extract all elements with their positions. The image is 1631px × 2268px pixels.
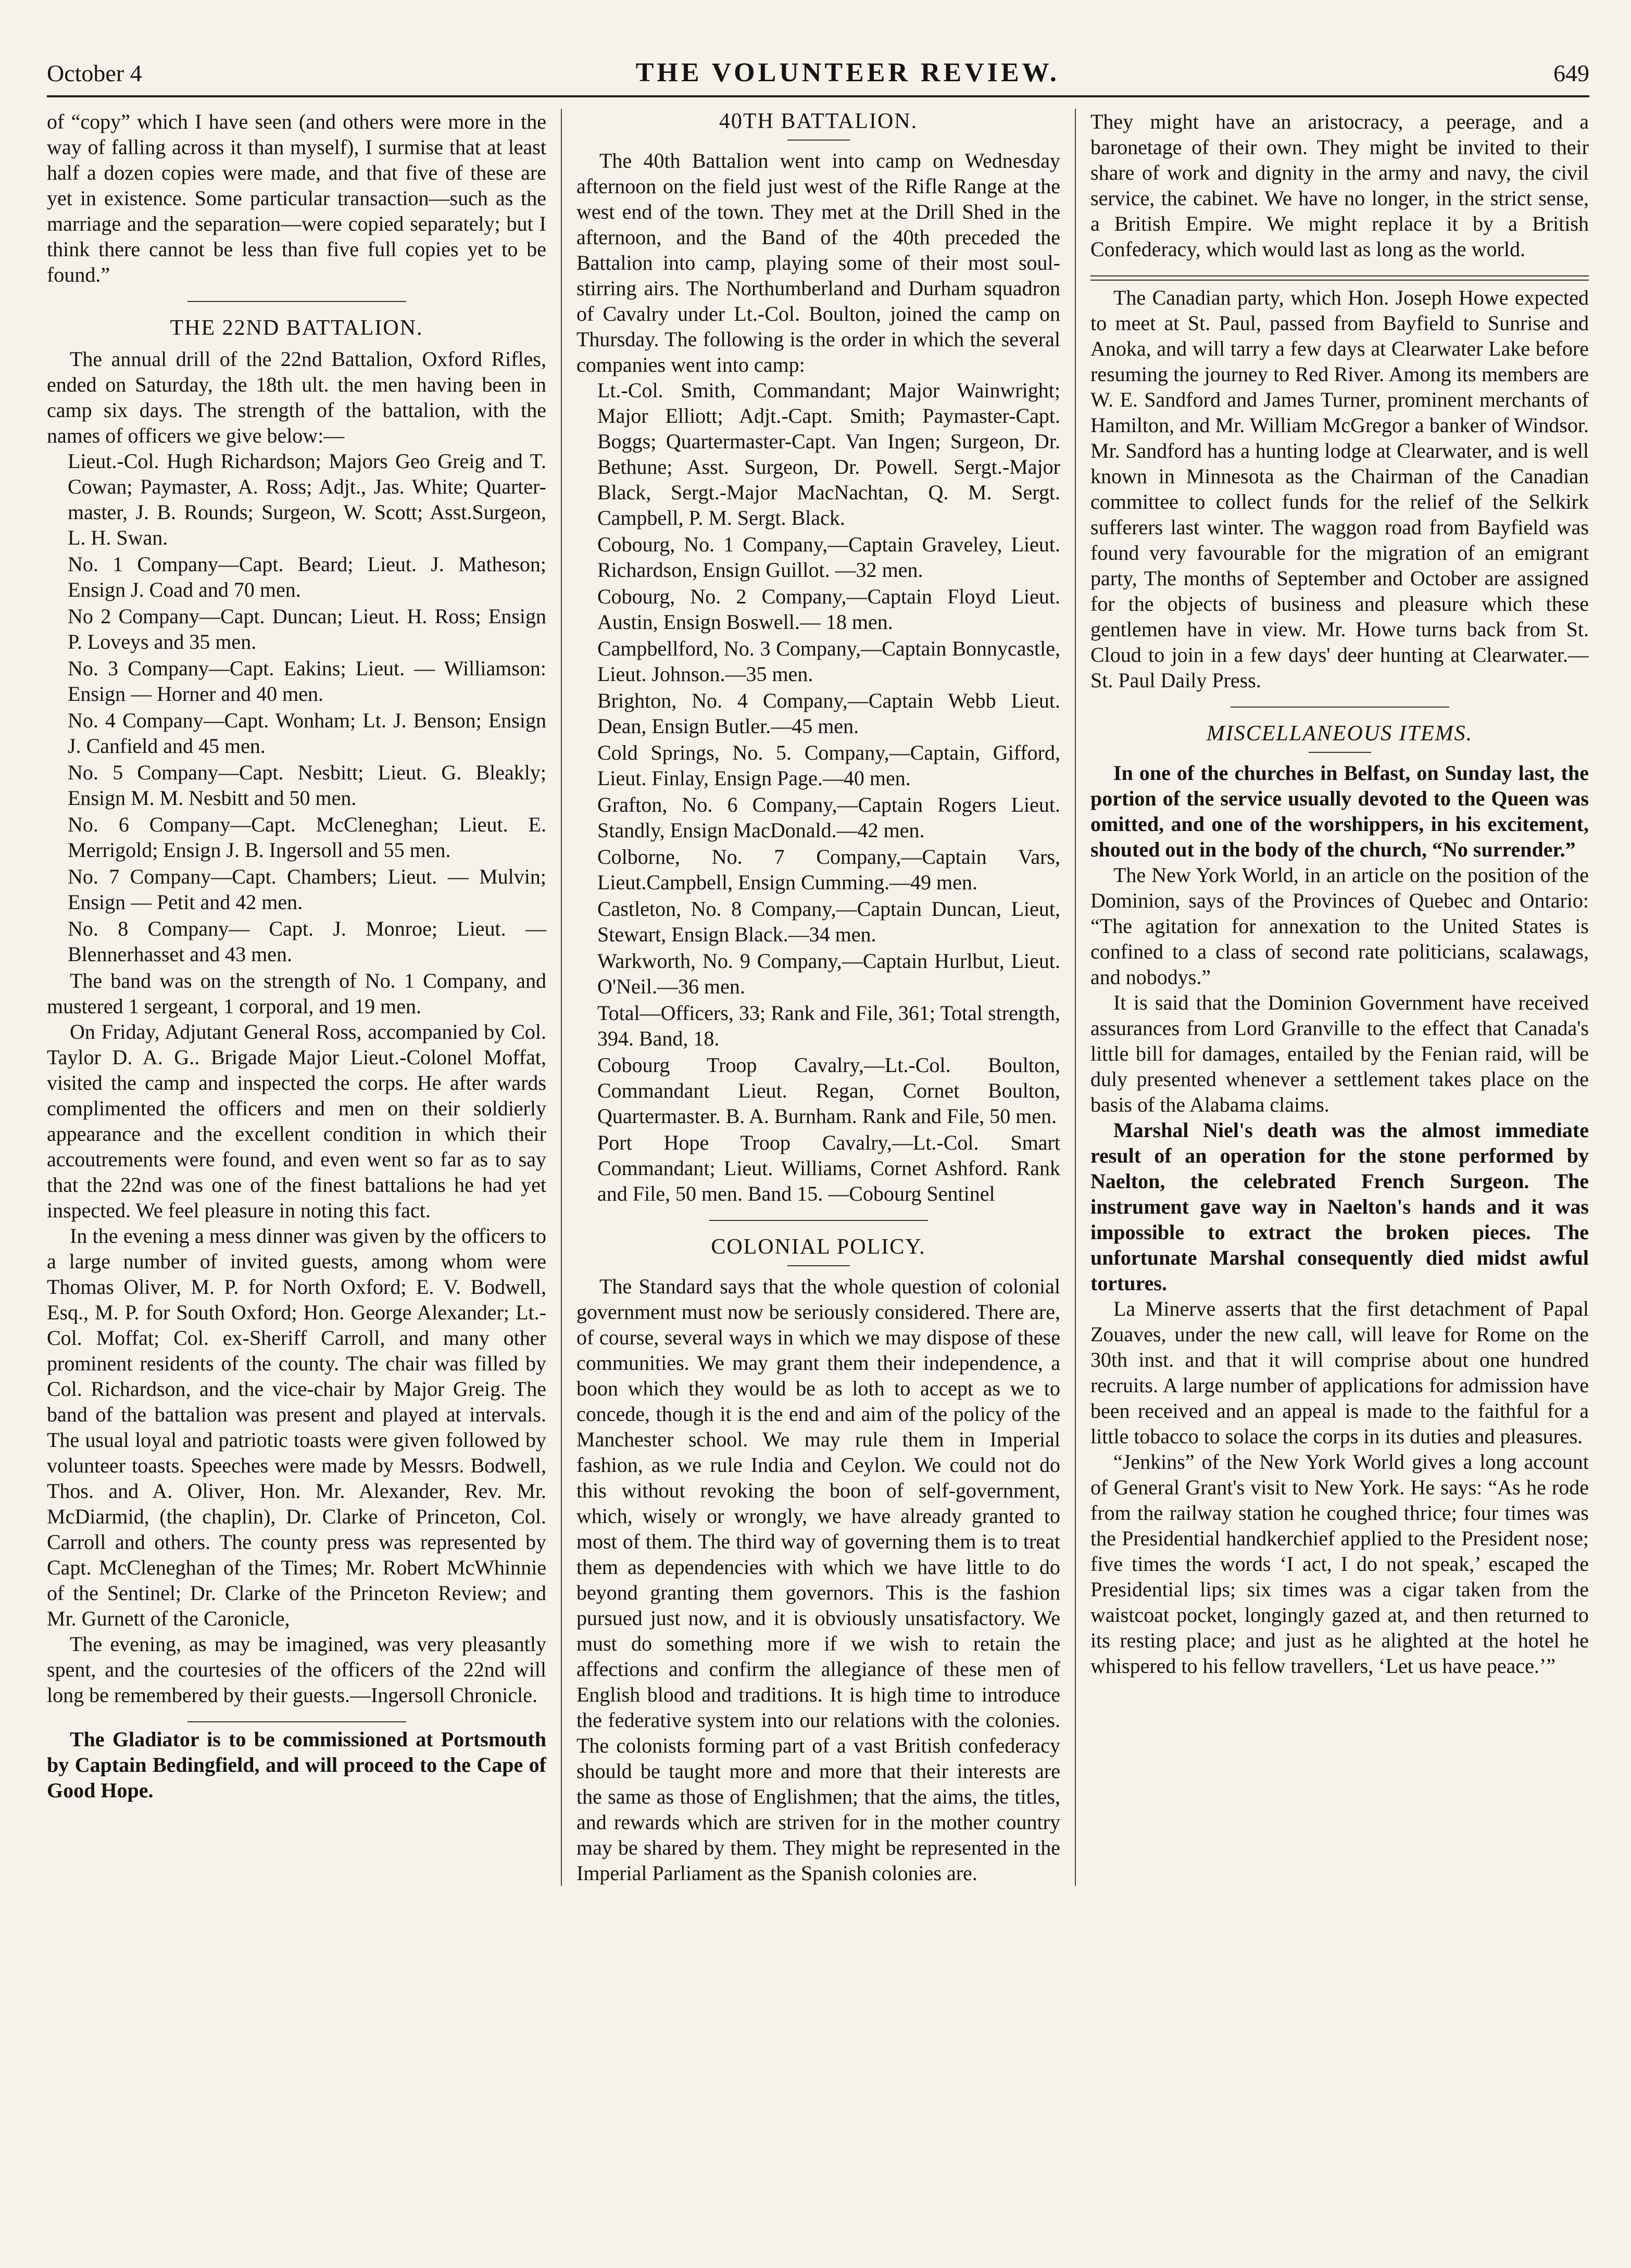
list-item: No. 1 Company—Capt. Beard; Lieut. J. Matheson; Ensign J. Coad and 70 men. — [68, 552, 546, 601]
divider — [709, 1220, 928, 1221]
list-item: Cobourg Troop Cavalry,—Lt.-Col. Boulton, Commandant Lieut. Regan, Cornet Boulton, Quartermaster. B. A. Burnham. Rank and File, 50 men. — [597, 1053, 1060, 1128]
paragraph: “Jenkins” of the New York World gives a long account of General Grant's visit to New York. He says: “As he rode from the railway station he coughed thrice; four times was the Presidential handkerchief applied to the President nose; five times the words ‘I act, I do not speak,’ escaped the Presidential lips; six times was a cigar taken from the waistcoat pocket, longingly gazed at, and then returned to its resting place; and just as he alighted at the hotel he whispered to his fellow travellers, ‘Let us have peace.’” — [1090, 1450, 1589, 1678]
column-2 — [561, 109, 1075, 1886]
list-item: Port Hope Troop Cavalry,—Lt.-Col. Smart Commandant; Lieut. Williams, Cornet Ashford. Rank and File, 50 men. Band 15. —Cobourg Sentinel — [597, 1131, 1060, 1205]
paragraph-gladiator: The Gladiator is to be commissioned at Portsmouth by Captain Bedingfield, and will proceed to the Cape of Good Hope. — [47, 1728, 546, 1802]
divider — [1309, 752, 1371, 753]
paragraph: The New York World, in an article on the position of the Dominion, says of the Provinces of Quebec and Ontario: “The agitation for annexation to the United States is confined to a class of second rate politicians, scalawags, and nobodys.” — [1090, 863, 1589, 989]
divider — [787, 140, 850, 141]
list-item: Castleton, No. 8 Company,—Captain Duncan, Lieut, Stewart, Ensign Black.—34 men. — [597, 897, 1060, 946]
double-divider — [1090, 275, 1589, 281]
article-continuation: of “copy” which I have seen (and others were more in the way of falling across it than myself), I surmise that at least half a dozen copies were made, and that five of these are yet in existence. Some particular transaction—such as the marriage and the separation—were copied separately; but I think there cannot be less than five full copies yet to be found.” — [47, 110, 546, 286]
paragraph: The Canadian party, which Hon. Joseph Howe expected to meet at St. Paul, passed from Bayfield to Sunrise and Anoka, and will tarry a few days at Clearwater Lake before resuming the journey to Red River. Among its members are W. E. Sandford and James Turner, prominent merchants of Hamilton, and Mr. William McGregor a banker of Windsor. Mr. Sandford has a hunting lodge at Clearwater, and is well known in Minnesota as the Chairman of the Canadian committee to collect funds for the relief of the Selkirk sufferers last winter. The waggon road from Bayfield was found very favourable for the migration of an emigrant party, The months of September and October are assigned for the objects of business and pleasure which these gentlemen have in view. Mr. Howe turns back from St. Cloud to join in a few days' deer hunting at Clearwater.—St. Paul Daily Press. — [1090, 286, 1589, 692]
paragraph: On Friday, Adjutant General Ross, accompanied by Col. Taylor D. A. G.. Brigade Major Lieut.-Colonel Moffat, visited the camp and inspected the corps. He after wards complimented the officers and men on their soldierly appearance and the excellent condition in which their accoutrements were found, and even went so far as to say that the 22nd was one of the finest battalions he had yet inspected. We feel pleasure in noting this fact. — [47, 1020, 546, 1222]
page-header — [47, 57, 1589, 97]
divider — [1231, 707, 1449, 708]
paragraph: It is said that the Dominion Government have received assurances from Lord Granville to the effect that Canada's little bill for damages, entailed by the Fenian raid, will be duly presented whenever a settlement takes place on the basis of the Alabama claims. — [1090, 991, 1589, 1116]
heading-40th-battalion: 40TH BATTALION. — [719, 109, 918, 133]
list-item: Total—Officers, 33; Rank and File, 361; Total strength, 394. Band, 18. — [597, 1001, 1060, 1050]
list-item: Brighton, No. 4 Company,—Captain Webb Lieut. Dean, Ensign Butler.—45 men. — [597, 689, 1060, 738]
list-item: No. 8 Company— Capt. J. Monroe; Lieut. — Blennerhasset and 43 men. — [68, 917, 546, 966]
paragraph: Marshal Niel's death was the almost immediate result of an operation for the stone performed by Naelton, the celebrated French Surgeon. The instrument gave way in Naelton's hands and it was impossible to extract the broken pieces. The unfortunate Marshal consequently died midst awful tortures. — [1090, 1118, 1589, 1295]
paragraph: The evening, as may be imagined, was very pleasantly spent, and the courtesies of the officers of the 22nd will long be remembered by their guests.—Ingersoll Chronicle. — [47, 1632, 546, 1707]
paragraph: The band was on the strength of No. 1 Company, and mustered 1 sergeant, 1 corporal, and 19 men. — [47, 969, 546, 1018]
list-item: No. 3 Company—Capt. Eakins; Lieut. — Williamson: Ensign — Horner and 40 men. — [68, 657, 546, 705]
officer-list — [47, 448, 546, 967]
list-item: Warkworth, No. 9 Company,—Captain Hurlbut, Lieut. O'Neil.—36 men. — [597, 949, 1060, 998]
list-item: Cobourg, No. 1 Company,—Captain Graveley, Lieut. Richardson, Ensign Guillot. —32 men. — [597, 533, 1060, 582]
article-continuation: They might have an aristocracy, a peerage, and a baronetage of their own. They might be invited to their share of work and dignity in the army and navy, the civil service, the cabinet. We have no longer, in the strict sense, a British Empire. We might replace it by a British Confederacy, which would last as long as the world. — [1090, 110, 1589, 261]
paragraph: The annual drill of the 22nd Battalion, Oxford Rifles, ended on Saturday, the 18th ult. the men having been in camp six days. The strength of the battalion, with the names of officers we give below:— — [47, 347, 546, 447]
column-3 — [1075, 109, 1589, 1886]
paragraph: La Minerve asserts that the first detachment of Papal Zouaves, under the new call, will leave for Rome on the 30th inst. and that it will comprise about one hundred recruits. A large number of applications for admission have been received and an appeal is made to the faithful for a little tobacco to solace the corps in its duties and pleasures. — [1090, 1297, 1589, 1448]
list-item: No. 7 Company—Capt. Chambers; Lieut. — Mulvin; Ensign — Petit and 42 men. — [68, 865, 546, 914]
list-item: No 2 Company—Capt. Duncan; Lieut. H. Ross; Ensign P. Loveys and 35 men. — [68, 604, 546, 653]
list-item: No. 5 Company—Capt. Nesbitt; Lieut. G. Bleakly; Ensign M. M. Nesbitt and 50 men. — [68, 761, 546, 810]
paragraph: In the evening a mess dinner was given by the officers to a large number of invited guests, among whom were Thomas Oliver, M. P. for North Oxford; E. V. Bodwell, Esq., M. P. for South Oxford; Hon. George Alexander; Lt.-Col. Moffat; Col. ex-Sheriff Carroll, and many other prominent residents of the county. The chair was filled by Col. Richardson, and the vice-chair by Major Greig. The band of the battalion was present and played at intervals. The usual loyal and patriotic toasts were given followed by volunteer toasts. Speeches were made by Messrs. Bodwell, Thos. and A. Oliver, Hon. Mr. Alexander, Rev. Mr. McDiarmid, (the chaplin), Dr. Clarke of Princeton, Col. Carroll and others. The county press was represented by Capt. McCleneghan of the Times; Mr. Robert McWhinnie of the Sentinel; Dr. Clarke of the Princeton Review; and Mr. Gurnett of the Caronicle, — [47, 1224, 546, 1630]
column-1 — [47, 109, 561, 1886]
list-item: No. 6 Company—Capt. McCleneghan; Lieut. E. Merrigold; Ensign J. B. Ingersoll and 55 men. — [68, 813, 546, 862]
list-item: Cobourg, No. 2 Company,—Captain Floyd Lieut. Austin, Ensign Boswell.— 18 men. — [597, 585, 1060, 634]
list-item: Lieut.-Col. Hugh Richardson; Majors Geo Greig and T. Cowan; Paymaster, A. Ross; Adjt., Jas. White; Quarter-master, J. B. Rounds; Surgeon, W. Scott; Asst.Surgeon, L. H. Swan. — [68, 449, 546, 549]
heading-colonial-policy: COLONIAL POLICY. — [711, 1235, 926, 1259]
list-item: No. 4 Company—Capt. Wonham; Lt. J. Benson; Ensign J. Canfield and 45 men. — [68, 709, 546, 758]
masthead-title: THE VOLUNTEER REVIEW. — [635, 58, 1060, 87]
paragraph: The 40th Battalion went into camp on Wednesday afternoon on the field just west of the Rifle Range at the west end of the town. They met at the Drill Shed in the afternoon, and the Band of the 40th preceded the Battalion into camp, playing some of their most soul-stirring airs. The Northumberland and Durham squadron of Cavalry under Lt.-Col. Boulton, joined the camp on Thursday. The following is the order in which the several companies went into camp: — [576, 149, 1060, 376]
paragraph: The Standard says that the whole question of colonial government must now be seriously considered. There are, of course, several ways in which we may dispose of these communities. We may grant them their independence, a boon which they would be as loth to accept as we to concede, though it is the end and aim of the policy of the Manchester school. We may rule them in Imperial fashion, as we rule India and Ceylon. We could not do this without revoking the boon of self-government, which, wisely or wrongly, we have already granted to most of them. The third way of governing them is to treat them as dependencies with which we have little to do beyond granting them governors. This is the fashion pursued just now, and it is obviously unsatisfactory. We must do something more if we wish to retain the affections and confirm the allegiance of these men of English blood and traditions. It is high time to introduce the federative system into our relations with the colonies. The colonists forming part of a vast British confederacy should be taught more and more that their interests are the same as those of Englishmen; that the aims, the titles, and rewards which are striven for in the mother country may be shared by them. They might be represented in the Imperial Parliament as the Spanish colonies are. — [576, 1275, 1060, 1885]
header-date: October 4 — [47, 60, 142, 86]
list-item: Grafton, No. 6 Company,—Captain Rogers Lieut. Standly, Ensign MacDonald.—42 men. — [597, 793, 1060, 842]
divider — [187, 301, 406, 302]
heading-22nd-battalion: THE 22ND BATTALION. — [170, 316, 423, 340]
list-item: Campbellford, No. 3 Company,—Captain Bonnycastle, Lieut. Johnson.—35 men. — [597, 637, 1060, 686]
list-item: Colborne, No. 7 Company,—Captain Vars, Lieut.Campbell, Ensign Cumming.—49 men. — [597, 845, 1060, 894]
list-item: Lt.-Col. Smith, Commandant; Major Wainwright; Major Elliott; Adjt.-Capt. Smith; Paymaster-Capt. Boggs; Quartermaster-Capt. Van Ingen; Surgeon, Dr. Bethune; Asst. Surgeon, Dr. Powell. Sergt.-Major Black, Sergt.-Major MacNachtan, Q. M. Sergt. Campbell, P. M. Sergt. Black. — [597, 379, 1060, 530]
list-item: Cold Springs, No. 5. Company,—Captain, Gifford, Lieut. Finlay, Ensign Page.—40 men. — [597, 741, 1060, 790]
company-list — [576, 377, 1060, 1206]
columns — [47, 109, 1589, 1886]
paragraph: In one of the churches in Belfast, on Sunday last, the portion of the service usually devoted to the Queen was omitted, and one of the worshippers, in his excitement, shouted out in the body of the church, “No surrender.” — [1090, 761, 1589, 861]
divider — [187, 1721, 406, 1722]
divider — [787, 1265, 850, 1266]
heading-miscellaneous: MISCELLANEOUS ITEMS. — [1206, 722, 1473, 746]
page-number: 649 — [1553, 60, 1589, 86]
